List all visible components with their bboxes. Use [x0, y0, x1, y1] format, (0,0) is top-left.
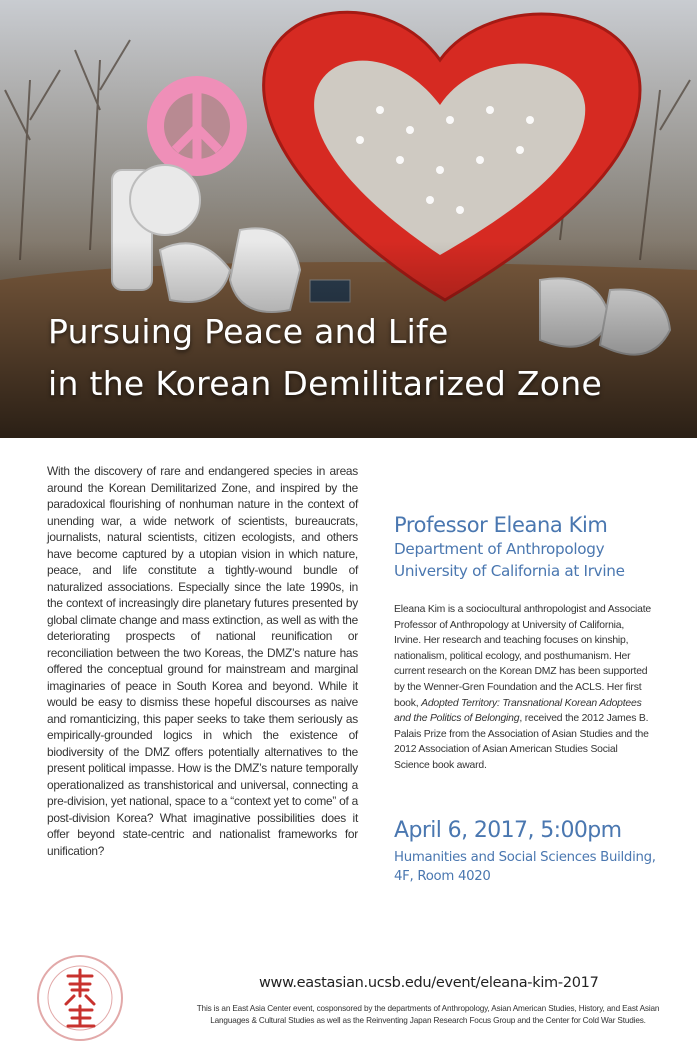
speaker-name: Professor Eleana Kim [394, 513, 608, 537]
event-building: Humanities and Social Sciences Building, [394, 850, 656, 865]
abstract-text: With the discovery of rare and endangered species in areas around the Korean Demilitarized Zone, and inspired by the paradoxical flourishing of nonhuman nature in the context of unending war, a wide network of scientists, bureaucrats, journalists, natural scientists, citizen ecologists, and others have become captured by a utopian vision in which nature, peace, and life constitute a tightly-wound bundle of naturalized associations. Especially since the late 1990s, in the context of increasingly dire planetary futures presented by global climate change and mass extinction, as well as with the deteriorating prospects of national reunification or reconciliation between the two Koreas, the DMZ’s nature has offered the conceptual ground for mainstream and marginal imaginaries of peace in South Korea and beyond. While it would be easy to dismiss these hopeful discourses as naive and romanticizing, this paper seeks to take them seriously as empirically-grounded logics in which the existence of biodiversity of the DMZ offers potentially alternatives to the present political impasse. How is the DMZ’s nature temporally operationalized as transhistorical and universal, connecting a pre-division, yet national, space to a “context yet to come” of a post-division Korea? What imaginative possibilities does it offer beyond state-centric and nationalist frameworks for unification? [47, 464, 359, 858]
footer-sponsors: This is an East Asia Center event, cosponsored by the departments of Anthropology, Asian American Studies, History, and East Asian Languages & Cultural Studies as well as the Reinventing Japan Research Focus Group and the Center for Cold War Studies. [196, 1004, 660, 1025]
bio-text-2: , received the 2012 James B. Palais Prize from the Association of Asian Studies and the 2012 Association of Asian American Studies Social Science book award. [394, 713, 649, 771]
speaker-bio [394, 602, 652, 774]
event-location [394, 848, 656, 886]
speaker-university: University of California at Irvine [394, 562, 625, 580]
hero-photo [0, 0, 697, 438]
event-date-time: April 6, 2017, 5:00pm [394, 818, 622, 843]
speaker-department: Department of Anthropology [394, 540, 605, 558]
event-room: 4F, Room 4020 [394, 869, 491, 884]
event-url-link[interactable]: www.eastasian.ucsb.edu/event/eleana-kim-2017 [259, 975, 599, 991]
title-line-2: in the Korean Demilitarized Zone [48, 364, 603, 403]
speaker-panel [394, 512, 654, 774]
bio-book-title: Adopted Territory: Transnational Korean Adoptees and the Politics of Belonging [394, 697, 642, 725]
page-title [48, 306, 688, 410]
bio-text-1: Eleana Kim is a sociocultural anthropologist and Associate Professor of Anthropology at University of California, Irvine. Her research and teaching focuses on kinship, nationalism, political ecology, and posthumanism. Her current research on the Korean DMZ has been supported by the Wenner-Gren Foundation and the ACLS. Her first book, [394, 604, 651, 709]
east-asia-center-seal-icon [34, 952, 126, 1044]
title-line-1: Pursuing Peace and Life [48, 312, 449, 351]
